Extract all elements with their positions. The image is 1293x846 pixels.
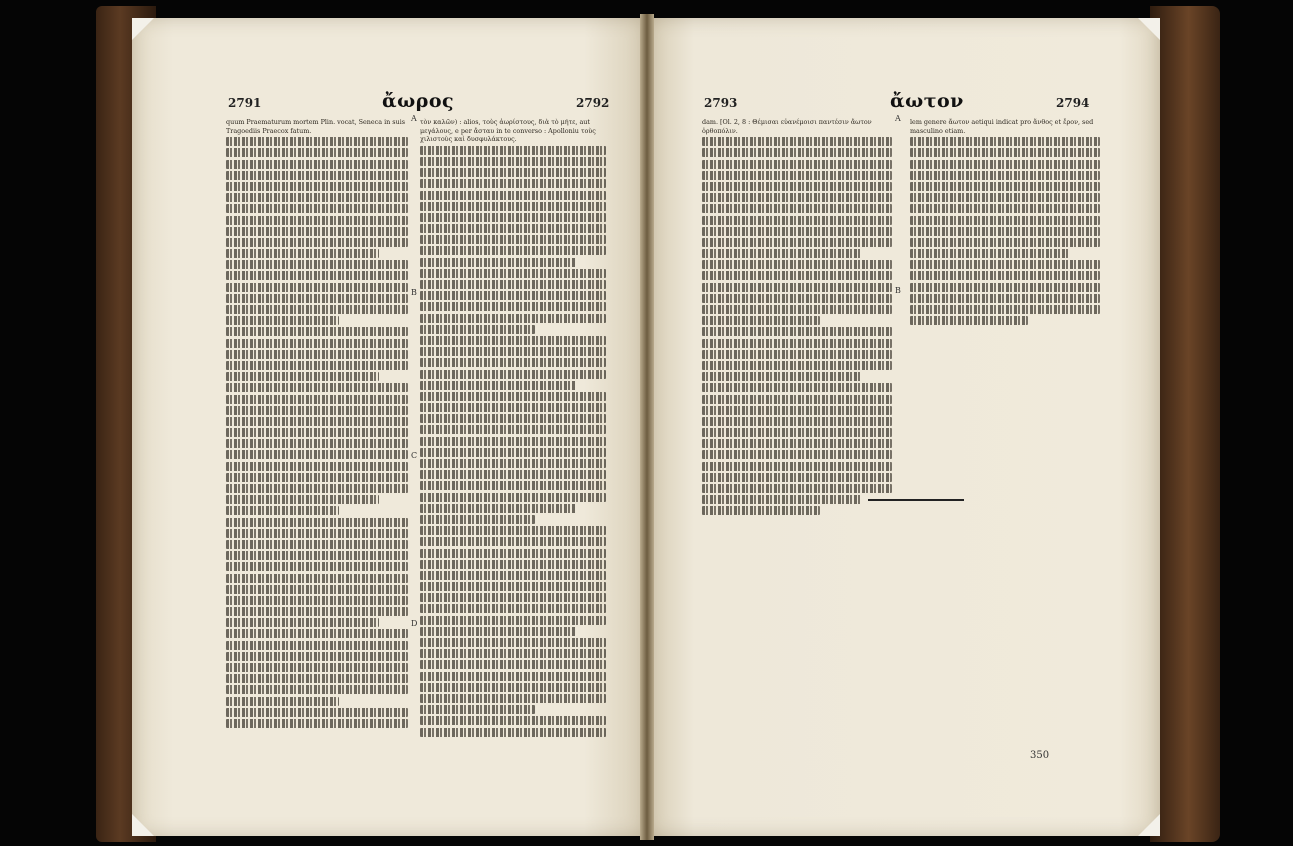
text-line [226, 585, 408, 594]
text-line [226, 652, 408, 661]
text-line [420, 370, 606, 379]
text-line [702, 439, 892, 448]
text-line [420, 403, 606, 412]
text-line [226, 171, 408, 180]
text-line [910, 238, 1100, 247]
text-line [420, 683, 606, 692]
text-line [420, 191, 606, 200]
text-line [702, 417, 892, 426]
text-line [226, 361, 408, 370]
text-line [226, 674, 408, 683]
text-column-right [420, 118, 606, 739]
text-line [420, 537, 606, 546]
text-line [226, 708, 408, 717]
page-number: 2792 [576, 96, 610, 110]
page-number: 2794 [1056, 96, 1090, 110]
text-line [226, 372, 379, 381]
text-line [910, 316, 1028, 325]
text-line [420, 470, 606, 479]
text-line [420, 616, 606, 625]
text-line [226, 182, 408, 191]
right-page [648, 18, 1160, 836]
text-line [910, 137, 1100, 146]
text-line [420, 347, 606, 356]
text-line [420, 649, 606, 658]
text-line [226, 204, 408, 213]
folio-mark: 350 [1030, 750, 1050, 761]
text-line [226, 450, 408, 459]
text-line [702, 428, 892, 437]
text-line [226, 395, 408, 404]
running-headword: ἄωτον [890, 90, 964, 112]
text-line [702, 193, 892, 202]
text-line [910, 216, 1100, 225]
text-line [226, 618, 379, 627]
column-opening-text: lem genere ἄωτον aetiqui indicat pro ἄνθος et ἔρον, sed masculino etiam. [910, 118, 1094, 135]
text-line [420, 392, 606, 401]
text-line [420, 582, 606, 591]
text-line [702, 395, 892, 404]
text-line [420, 314, 606, 323]
text-line [420, 593, 606, 602]
column-opening-text: quum Praematurum mortem Plin. vocat, Seneca in suis Tragoediis Praecox fatum. [226, 118, 406, 135]
left-page [132, 18, 646, 836]
text-line [226, 473, 408, 482]
text-line [702, 294, 892, 303]
left-page-header [132, 90, 646, 116]
text-line [420, 728, 606, 737]
section-rule [868, 499, 964, 501]
text-line [226, 663, 408, 672]
text-line [420, 448, 606, 457]
text-line [702, 495, 862, 504]
text-line [420, 168, 606, 177]
page-corner-protector [132, 18, 154, 40]
text-line [226, 294, 408, 303]
text-line [226, 249, 379, 258]
text-line [226, 327, 408, 336]
column-opening-text: τὸν καλῶν) : alios, τοὺς ἀωρίστους, διὰ τὸ μήτε, aut μεγάλους, e per ἄσταυ in te converso : Apolloniu τοὺς χιλιστοὺς καὶ δυσφυλάκτους. [420, 118, 596, 144]
text-line [226, 462, 408, 471]
text-line [420, 560, 606, 569]
book-cover-right [1150, 6, 1220, 842]
text-line [702, 148, 892, 157]
text-line [910, 204, 1100, 213]
text-line [702, 249, 862, 258]
text-line [226, 271, 408, 280]
text-line [702, 137, 892, 146]
text-line [702, 462, 892, 471]
text-line [226, 551, 408, 560]
text-line [702, 484, 892, 493]
text-line [226, 596, 408, 605]
text-line [420, 504, 576, 513]
text-line [226, 137, 408, 146]
text-line [226, 406, 408, 415]
text-line [702, 450, 892, 459]
text-line [226, 238, 408, 247]
text-line [702, 271, 892, 280]
text-line [226, 629, 408, 638]
column-section-marker: A [411, 114, 417, 123]
text-line [420, 493, 606, 502]
text-line [420, 224, 606, 233]
text-line [910, 260, 1100, 269]
page-number: 2791 [228, 96, 262, 110]
text-line [420, 526, 606, 535]
text-line [702, 339, 892, 348]
text-line [910, 227, 1100, 236]
text-line [420, 672, 606, 681]
text-line [420, 291, 606, 300]
text-line [226, 562, 408, 571]
text-line [420, 358, 606, 367]
text-line [702, 227, 892, 236]
text-line [420, 716, 606, 725]
text-line [420, 459, 606, 468]
text-line [420, 381, 576, 390]
text-line [420, 660, 606, 669]
text-line [420, 694, 606, 703]
text-line [226, 350, 408, 359]
text-line [702, 160, 892, 169]
text-column-left [702, 118, 892, 518]
text-line [226, 540, 408, 549]
text-line [226, 506, 339, 515]
text-line [702, 305, 892, 314]
text-line [910, 305, 1100, 314]
text-line [420, 302, 606, 311]
column-section-marker: D [411, 619, 418, 628]
text-line [420, 269, 606, 278]
right-page-header [648, 90, 1160, 116]
text-line [226, 428, 408, 437]
text-line [420, 627, 576, 636]
text-line [226, 339, 408, 348]
text-line [420, 481, 606, 490]
book-gutter [640, 14, 654, 840]
text-line [226, 484, 408, 493]
text-line [420, 414, 606, 423]
text-line [702, 383, 892, 392]
text-line [226, 227, 408, 236]
text-line [226, 260, 408, 269]
text-line [702, 171, 892, 180]
running-headword: ἄωρος [382, 90, 455, 112]
text-line [420, 179, 606, 188]
text-line [702, 361, 892, 370]
text-line [226, 719, 408, 728]
text-line [420, 604, 606, 613]
text-line [226, 417, 408, 426]
text-line [420, 571, 606, 580]
text-line [910, 148, 1100, 157]
text-line [420, 146, 606, 155]
text-line [420, 705, 535, 714]
text-line [226, 316, 339, 325]
text-line [910, 171, 1100, 180]
text-line [420, 202, 606, 211]
column-opening-text: dam. [Ol. 2, 8 : Θέμισαι εὐανέμοισι παντέσιν ἄωτον ὀρθοπόλιν. [702, 118, 872, 135]
text-line [702, 283, 892, 292]
text-line [226, 305, 408, 314]
text-line [226, 518, 408, 527]
text-line [702, 216, 892, 225]
text-line [910, 283, 1100, 292]
text-line [702, 238, 892, 247]
text-line [420, 258, 576, 267]
column-section-marker: A [895, 114, 901, 123]
text-line [226, 574, 408, 583]
text-line [420, 336, 606, 345]
text-line [702, 473, 892, 482]
text-line [910, 182, 1100, 191]
column-section-marker: B [411, 288, 417, 297]
page-corner-protector [132, 814, 154, 836]
text-line [910, 249, 1070, 258]
text-line [910, 193, 1100, 202]
text-line [420, 246, 606, 255]
text-line [226, 697, 339, 706]
text-line [420, 549, 606, 558]
text-line [226, 439, 408, 448]
text-line [702, 182, 892, 191]
text-line [702, 350, 892, 359]
text-line [702, 406, 892, 415]
column-section-marker: C [411, 451, 418, 460]
text-line [420, 157, 606, 166]
text-line [702, 204, 892, 213]
text-line [420, 325, 535, 334]
text-line [226, 495, 379, 504]
text-line [702, 506, 820, 515]
text-line [420, 235, 606, 244]
page-corner-protector [1138, 18, 1160, 40]
text-column-left [226, 118, 408, 730]
text-line [910, 294, 1100, 303]
text-line [226, 383, 408, 392]
text-line [226, 160, 408, 169]
text-line [226, 607, 408, 616]
text-line [226, 283, 408, 292]
text-line [226, 685, 408, 694]
column-section-marker: B [895, 286, 901, 295]
page-number: 2793 [704, 96, 738, 110]
text-line [420, 437, 606, 446]
text-line [910, 271, 1100, 280]
text-line [702, 260, 892, 269]
text-line [702, 372, 862, 381]
text-line [702, 327, 892, 336]
text-line [420, 515, 535, 524]
text-line [226, 148, 408, 157]
text-line [226, 216, 408, 225]
text-line [420, 280, 606, 289]
text-line [420, 213, 606, 222]
text-line [226, 193, 408, 202]
text-line [420, 638, 606, 647]
page-corner-protector [1138, 814, 1160, 836]
text-column-right [910, 118, 1100, 327]
text-line [702, 316, 820, 325]
text-line [226, 641, 408, 650]
text-line [910, 160, 1100, 169]
text-line [226, 529, 408, 538]
text-line [420, 425, 606, 434]
